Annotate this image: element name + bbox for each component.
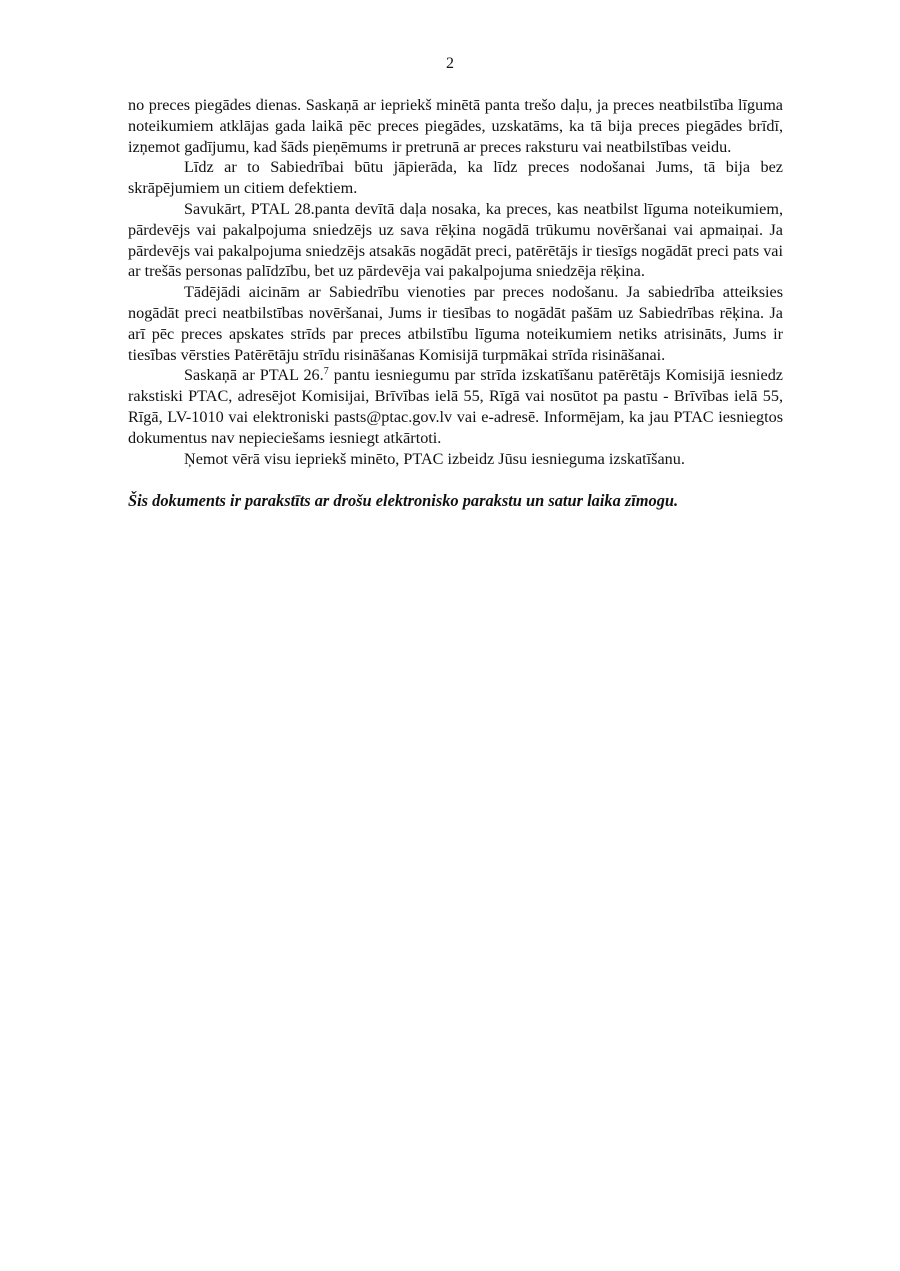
paragraph-delivery-defect: no preces piegādes dienas. Saskaņā ar iepriekš minētā panta trešo daļu, ja preces neatbilstība līguma noteikumiem atklājas gada laikā pēc preces piegādes, uzskatāms, ka tā bija preces piegādes brīdī, izņemot gadījumu, kad šāds pieņēmums ir pretrunā ar preces raksturu vai neatbilstības veidu. <box>128 96 783 156</box>
paragraph-recommendation: Tādējādi aicinām ar Sabiedrību vienoties par preces nodošanu. Ja sabiedrība atteiksies nogādāt preci neatbilstības novēršanai, Jums ir tiesības to nogādāt pašām uz Sabiedrības rēķina. Ja arī pēc preces apskates strīds par preces atbilstību līguma noteikumiem netiks atrisināts, Jums ir tiesības vērsties Patērētāju strīdu risināšanas Komisijā turpmākai strīda risināšanai. <box>128 283 783 364</box>
paragraph-conclusion: Ņemot vērā visu iepriekš minēto, PTAC izbeidz Jūsu iesnieguma izskatīšanu. <box>184 449 685 468</box>
document-body <box>128 95 783 512</box>
page-number: 2 <box>446 55 454 72</box>
paragraph-burden-of-proof: Līdz ar to Sabiedrībai būtu jāpierāda, ka līdz preces nodošanai Jums, tā bija bez skrāpējumiem un citiem defektiem. <box>128 158 783 198</box>
submission-text-start: Saskaņā ar PTAL 26. <box>184 366 324 385</box>
article-superscript: 7 <box>323 366 329 378</box>
submission-text-end: pantu iesniegumu par strīda izskatīšanu patērētājs Komisijā iesniedz rakstiski PTAC, adresējot Komisijai, Brīvības ielā 55, Rīgā vai nosūtot pa pastu - Brīvības ielā 55, Rīgā, LV-1010 vai elektroniski pasts@ptac.gov.lv vai e-adresē. Informējam, ka jau PTAC iesniegtos dokumentus nav nepieciešams iesniegt atkārtoti. <box>128 366 783 447</box>
electronic-signature-note: Šis dokuments ir parakstīts ar drošu elektronisko parakstu un satur laika zīmogu. <box>128 491 679 511</box>
paragraph-commission-submission <box>128 365 783 448</box>
paragraph-ptal-28: Savukārt, PTAL 28.panta devītā daļa nosaka, ka preces, kas neatbilst līguma noteikumiem, pārdevējs vai pakalpojuma sniedzējs uz sava rēķina nogādā trūkumu novēršanai vai apmaiņai. Ja pārdevējs vai pakalpojuma sniedzējs atsakās nogādāt preci, patērētājs ir tiesīgs nogādāt preci pats vai ar trešās personas palīdzību, bet uz pārdevēja vai pakalpojuma sniedzēja rēķina. <box>128 199 783 281</box>
